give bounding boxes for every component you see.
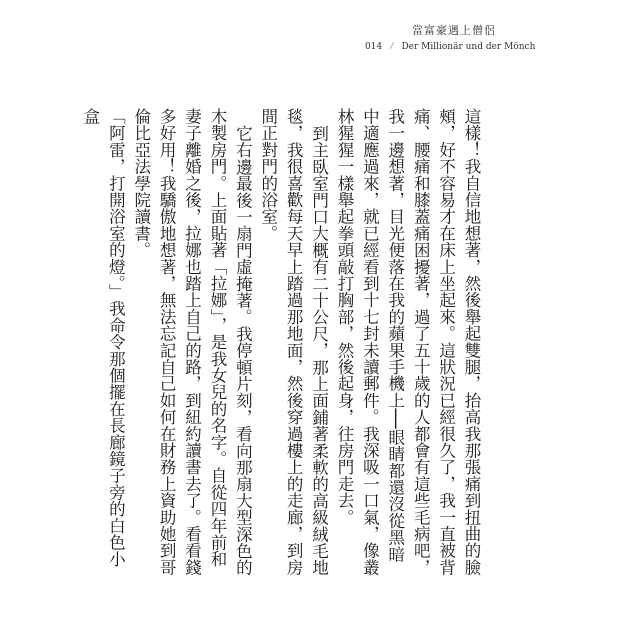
paragraph: 它右邊最後一扇門虛掩著。我停頓片刻，看向那扇大型深色的木製房門。上面貼著「拉娜」，是我女兒的名字。自從四年前和妻子離婚之後，拉娜也踏上自己的路，到紐約讀書去了。看看錢多好用！我驕傲地想著，無法忘記自己如何在財務上資助她到哥倫比亞法學院讀書。: [131, 108, 253, 576]
header-separator: ⁄: [391, 42, 393, 52]
body-text: [80, 108, 484, 578]
page-number: 014: [365, 42, 383, 52]
paragraph: 這樣！我自信地想著，然後舉起雙腿，抬高我那張痛到扭曲的臉頰，好不容易才在床上坐起來。這狀況已經很久了，我一直被背痛、腰痛和膝蓋痛困擾著，過了五十歲的人都會有這些毛病吧，我一邊想著，目光便落在我的蘋果手機上──眼睛都還沒從黑暗中適應過來，就已經看到十七封未讀郵件。我深吸一口氣，像叢林猩猩一樣舉起拳頭敲打胸部，然後起身，往房門走去。: [334, 108, 481, 576]
book-title: 當富豪遇上僧侶: [412, 24, 496, 37]
paragraph: 「阿雷，打開浴室的燈。」我命令那個擺在長廊鏡子旁的白色小盒: [80, 108, 126, 568]
header-line: [365, 42, 535, 52]
subtitle: Der Millionär und der Mönch: [401, 42, 536, 52]
paragraph: 到主臥室門口大概有二十公尺，那上面鋪著柔軟的高級絨毛地毯，我很喜歡每天早上踏過那地面，然後穿過樓上的走廊，到房間正對門的浴室。: [258, 108, 329, 576]
